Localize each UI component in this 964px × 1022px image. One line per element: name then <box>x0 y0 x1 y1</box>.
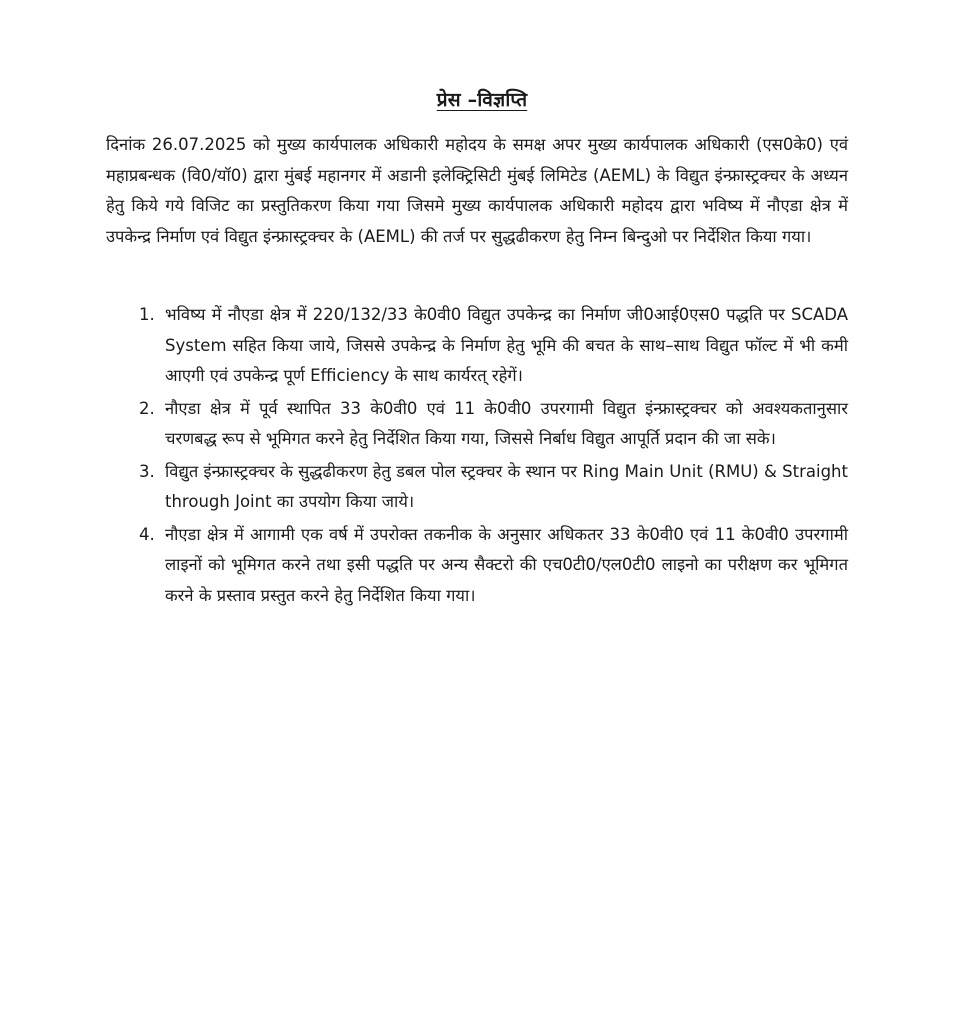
list-item-text: विद्युत इंन्फ्रास्ट्रक्चर के सुद्धढीकरण हेतु डबल पोल स्ट्रक्चर के स्थान पर Ring Main Unit (RMU) & Straight through Joint का उपयोग किया जाये। <box>165 461 848 511</box>
list-item <box>106 300 848 392</box>
list-item-number: 3. <box>139 461 155 481</box>
list-item-text: नौएडा क्षेत्र में आगामी एक वर्ष में उपरोक्त तकनीक के अनुसार अधिकतर 33 के0वी0 एवं 11 के0वी0 उपरगामी लाइनों को भूमिगत करने तथा इसी पद्धति पर अन्य सैक्टरो की एच0टी0/एल0टी0 लाइनो का परीक्षण कर भूमिगत करने के प्रस्ताव प्रस्तुत करने हेतु निर्देशित किया गया। <box>165 524 848 605</box>
list-item-text: नौएडा क्षेत्र में पूर्व स्थापित 33 के0वी0 एवं 11 के0वी0 उपरगामी विद्युत इंन्फ्रास्ट्रक्चर को अवश्यकतानुसार चरणबद्ध रूप से भूमिगत करने हेतु निर्देशित किया गया, जिससे निर्बाध विद्युत आपूर्ति प्रदान की जा सके। <box>165 398 848 448</box>
directive-list <box>106 300 848 613</box>
page-title <box>0 86 964 112</box>
list-item-number: 4. <box>139 524 155 544</box>
list-item-number: 2. <box>139 398 155 418</box>
list-item-text: भविष्य में नौएडा क्षेत्र में 220/132/33 के0वी0 विद्युत उपकेन्द्र का निर्माण जी0आई0एस0 पद्धति पर SCADA System सहित किया जाये, जिससे उपकेन्द्र के निर्माण हेतु भूमि की बचत के साथ–साथ विद्युत फॉल्ट में भी कमी आएगी एवं उपकेन्द्र पूर्ण Efficiency के साथ कार्यरत् रहेगें। <box>165 305 848 385</box>
list-item <box>106 394 848 455</box>
list-item <box>106 457 848 518</box>
list-item-number: 1. <box>139 305 155 324</box>
page-title-text: प्रेस –विज्ञप्ति <box>436 89 528 111</box>
intro-paragraph: दिनांक 26.07.2025 को मुख्य कार्यपालक अधिकारी महोदय के समक्ष अपर मुख्य कार्यपालक अधिकारी (एस0के0) एवं महाप्रबन्धक (वि0/यॉ0) द्वारा मुंबई महानगर में अडानी इलेक्ट्रिसिटी मुंबई लिमिटेड (AEML) के विद्युत इंन्फ्रास्ट्रक्चर के अध्यन हेतु किये गये विजिट का प्रस्तुतिकरण किया गया जिसमे मुख्य कार्यपालक अधिकारी महोदय द्वारा भविष्य में नौएडा क्षेत्र में उपकेन्द्र निर्माण एवं विद्युत इंन्फ्रास्ट्रक्चर के (AEML) की तर्ज पर सुद्धढीकरण हेतु निम्न बिन्दुओ पर निर्देशित किया गया। <box>106 135 848 246</box>
list-item <box>106 520 848 612</box>
